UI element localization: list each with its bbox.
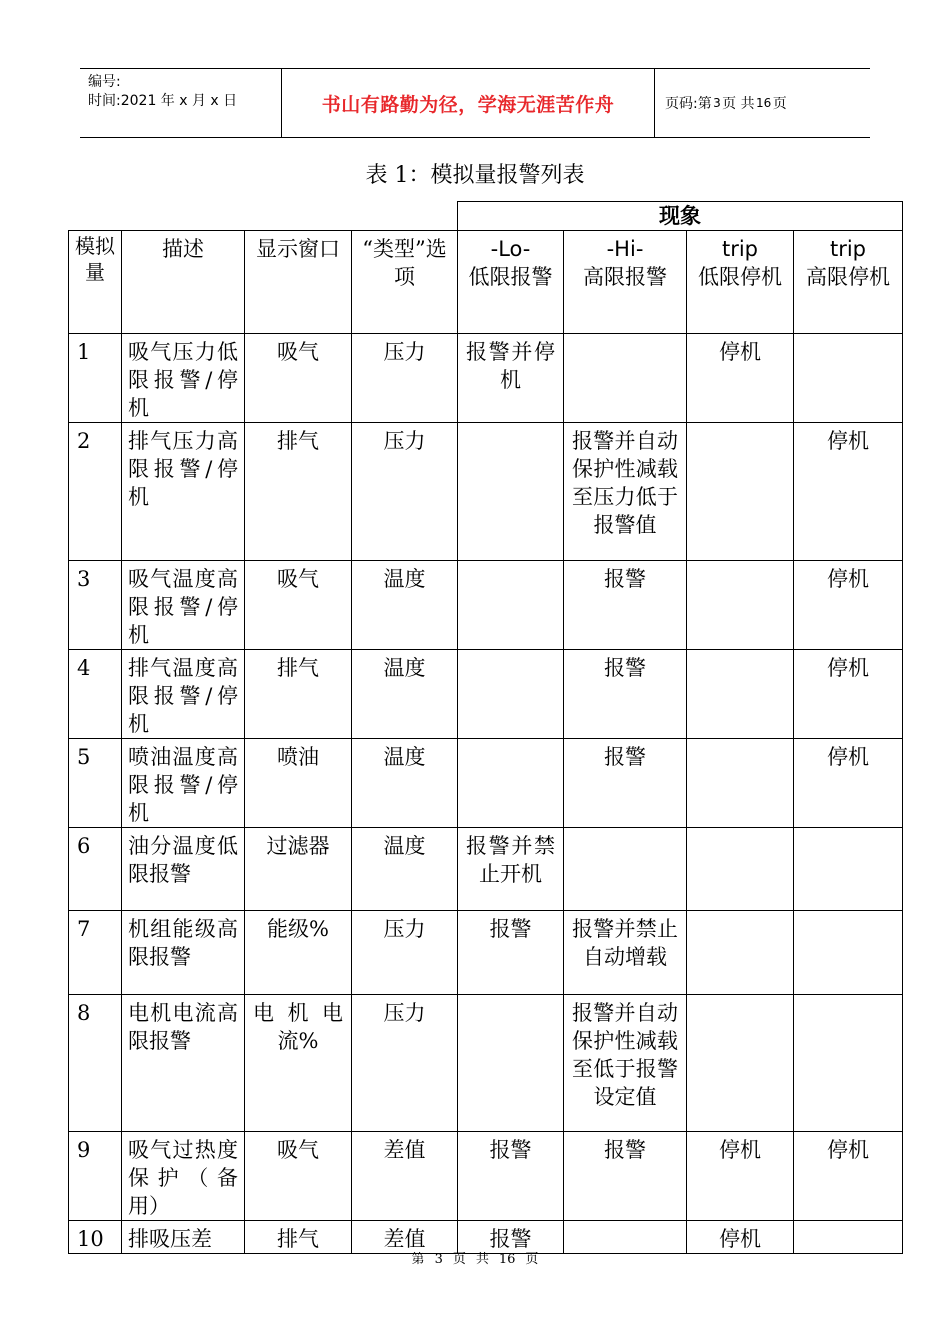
row-type: 温度 xyxy=(352,561,458,650)
footer-p2: 页 xyxy=(452,1252,466,1267)
row-window: 喷油 xyxy=(245,739,352,828)
row-hi-alarm: 报警并自动保护性减载至压力低于报警值 xyxy=(564,423,687,561)
footer-p3: 共 xyxy=(475,1252,489,1267)
row-number: 1 xyxy=(69,334,122,423)
row-trip-lo xyxy=(687,423,794,561)
col-header-hi-text: 高限报警 xyxy=(583,265,667,289)
row-trip-hi: 停机 xyxy=(794,423,903,561)
column-header-row xyxy=(69,231,903,334)
row-trip-hi xyxy=(794,334,903,423)
row-description: 喷油温度高限报警/停机 xyxy=(122,739,245,828)
row-number: 7 xyxy=(69,911,122,995)
footer-p4: 页 xyxy=(525,1252,539,1267)
row-window: 吸气 xyxy=(245,334,352,423)
row-trip-hi: 停机 xyxy=(794,561,903,650)
row-type: 温度 xyxy=(352,650,458,739)
col-header-window: 显示窗口 xyxy=(245,231,352,334)
row-trip-lo xyxy=(687,995,794,1132)
row-hi-alarm: 报警并自动保护性减载至低于报警设定值 xyxy=(564,995,687,1132)
group-header-phenomenon: 现象 xyxy=(458,202,903,231)
row-trip-lo: 停机 xyxy=(687,334,794,423)
row-hi-alarm xyxy=(564,334,687,423)
group-header-row xyxy=(69,202,903,231)
row-hi-alarm: 报警 xyxy=(564,739,687,828)
row-trip-hi: 停机 xyxy=(794,739,903,828)
header-info xyxy=(80,69,280,137)
col-header-trip-hi xyxy=(794,231,903,334)
row-number: 4 xyxy=(69,650,122,739)
row-type: 差值 xyxy=(352,1132,458,1221)
row-number: 9 xyxy=(69,1132,122,1221)
document-time-label: 时间:2021 年 x 月 x 日 xyxy=(88,93,238,109)
header-page-info xyxy=(655,69,870,137)
page-footer xyxy=(0,1248,950,1267)
row-trip-lo: 停机 xyxy=(687,1221,794,1254)
table-row xyxy=(69,828,903,911)
row-number: 3 xyxy=(69,561,122,650)
row-lo-alarm xyxy=(458,561,564,650)
row-type: 压力 xyxy=(352,334,458,423)
table-row xyxy=(69,334,903,423)
row-type: 差值 xyxy=(352,1221,458,1254)
table-title: 表 1：模拟量报警列表 xyxy=(365,163,585,188)
page-header xyxy=(80,68,870,138)
row-trip-hi: 停机 xyxy=(794,650,903,739)
row-trip-hi xyxy=(794,828,903,911)
table-row xyxy=(69,1132,903,1221)
page-suffix: 页 xyxy=(772,96,787,112)
row-window: 过滤器 xyxy=(245,828,352,911)
row-number: 2 xyxy=(69,423,122,561)
row-hi-alarm xyxy=(564,828,687,911)
col-header-lo xyxy=(458,231,564,334)
row-trip-lo xyxy=(687,911,794,995)
row-type: 温度 xyxy=(352,739,458,828)
page-total: 16 xyxy=(756,96,772,110)
header-motto: 书山有路勤为径，学海无涯苦作舟 xyxy=(321,93,615,116)
row-description: 油分温度低限报警 xyxy=(122,828,245,911)
row-window: 排气 xyxy=(245,650,352,739)
col-header-hi xyxy=(564,231,687,334)
col-header-description: 描述 xyxy=(122,231,245,334)
row-trip-hi xyxy=(794,911,903,995)
row-number: 5 xyxy=(69,739,122,828)
row-number: 8 xyxy=(69,995,122,1132)
row-lo-alarm xyxy=(458,423,564,561)
col-header-trip-hi-text: 高限停机 xyxy=(806,265,890,289)
row-lo-alarm: 报警并禁止开机 xyxy=(458,828,564,911)
row-window: 能级% xyxy=(245,911,352,995)
row-description: 排气温度高限报警/停机 xyxy=(122,650,245,739)
alarm-table xyxy=(68,201,903,1254)
row-description: 吸气温度高限报警/停机 xyxy=(122,561,245,650)
row-lo-alarm xyxy=(458,739,564,828)
row-type: 压力 xyxy=(352,995,458,1132)
row-description: 吸气压力低限报警/停机 xyxy=(122,334,245,423)
row-window: 排气 xyxy=(245,423,352,561)
row-window: 吸气 xyxy=(245,1132,352,1221)
col-header-lo-code: -Lo- xyxy=(490,237,531,261)
table-row xyxy=(69,561,903,650)
col-header-trip-lo xyxy=(687,231,794,334)
table-row xyxy=(69,995,903,1132)
row-hi-alarm: 报警并禁止自动增载 xyxy=(564,911,687,995)
row-lo-alarm: 报警 xyxy=(458,1132,564,1221)
footer-total-pages: 16 xyxy=(498,1252,516,1267)
row-lo-alarm: 报警 xyxy=(458,1221,564,1254)
table-row xyxy=(69,650,903,739)
table-row xyxy=(69,911,903,995)
col-header-analog: 模拟量 xyxy=(69,231,122,334)
row-trip-hi xyxy=(794,995,903,1132)
page-current: 3 xyxy=(713,96,721,110)
row-description: 机组能级高限报警 xyxy=(122,911,245,995)
row-trip-hi: 停机 xyxy=(794,1132,903,1221)
footer-current-page: 3 xyxy=(434,1252,443,1267)
row-type: 温度 xyxy=(352,828,458,911)
col-header-lo-text: 低限报警 xyxy=(468,265,553,289)
row-lo-alarm: 报警 xyxy=(458,911,564,995)
page-mid: 页 共 xyxy=(722,96,755,112)
row-description: 排气压力高限报警/停机 xyxy=(122,423,245,561)
row-lo-alarm xyxy=(458,650,564,739)
row-description: 电机电流高限报警 xyxy=(122,995,245,1132)
row-hi-alarm: 报警 xyxy=(564,1132,687,1221)
row-number: 10 xyxy=(69,1221,122,1254)
table-row xyxy=(69,423,903,561)
col-header-trip-lo-code: trip xyxy=(721,237,759,261)
row-lo-alarm: 报警并停机 xyxy=(458,334,564,423)
header-motto-cell xyxy=(281,69,655,137)
row-trip-lo: 停机 xyxy=(687,1132,794,1221)
document-number-label: 编号: xyxy=(88,74,121,90)
row-window: 吸气 xyxy=(245,561,352,650)
table-row xyxy=(69,739,903,828)
page-prefix: 页码:第 xyxy=(665,96,712,112)
col-header-type: “类型”选项 xyxy=(352,231,458,334)
row-hi-alarm: 报警 xyxy=(564,561,687,650)
row-type: 压力 xyxy=(352,911,458,995)
row-number: 6 xyxy=(69,828,122,911)
row-type: 压力 xyxy=(352,423,458,561)
row-trip-lo xyxy=(687,828,794,911)
col-header-hi-code: -Hi- xyxy=(606,237,644,261)
row-hi-alarm: 报警 xyxy=(564,650,687,739)
row-window: 排气 xyxy=(245,1221,352,1254)
col-header-trip-hi-code: trip xyxy=(829,237,867,261)
footer-p1: 第 xyxy=(411,1252,425,1267)
row-lo-alarm xyxy=(458,995,564,1132)
row-trip-lo xyxy=(687,739,794,828)
row-description: 吸气过热度保护（备用） xyxy=(122,1132,245,1221)
row-description: 排吸压差 xyxy=(122,1221,245,1254)
col-header-trip-lo-text: 低限停机 xyxy=(698,265,782,289)
row-trip-lo xyxy=(687,650,794,739)
row-window: 电机电流% xyxy=(245,995,352,1132)
row-trip-lo xyxy=(687,561,794,650)
